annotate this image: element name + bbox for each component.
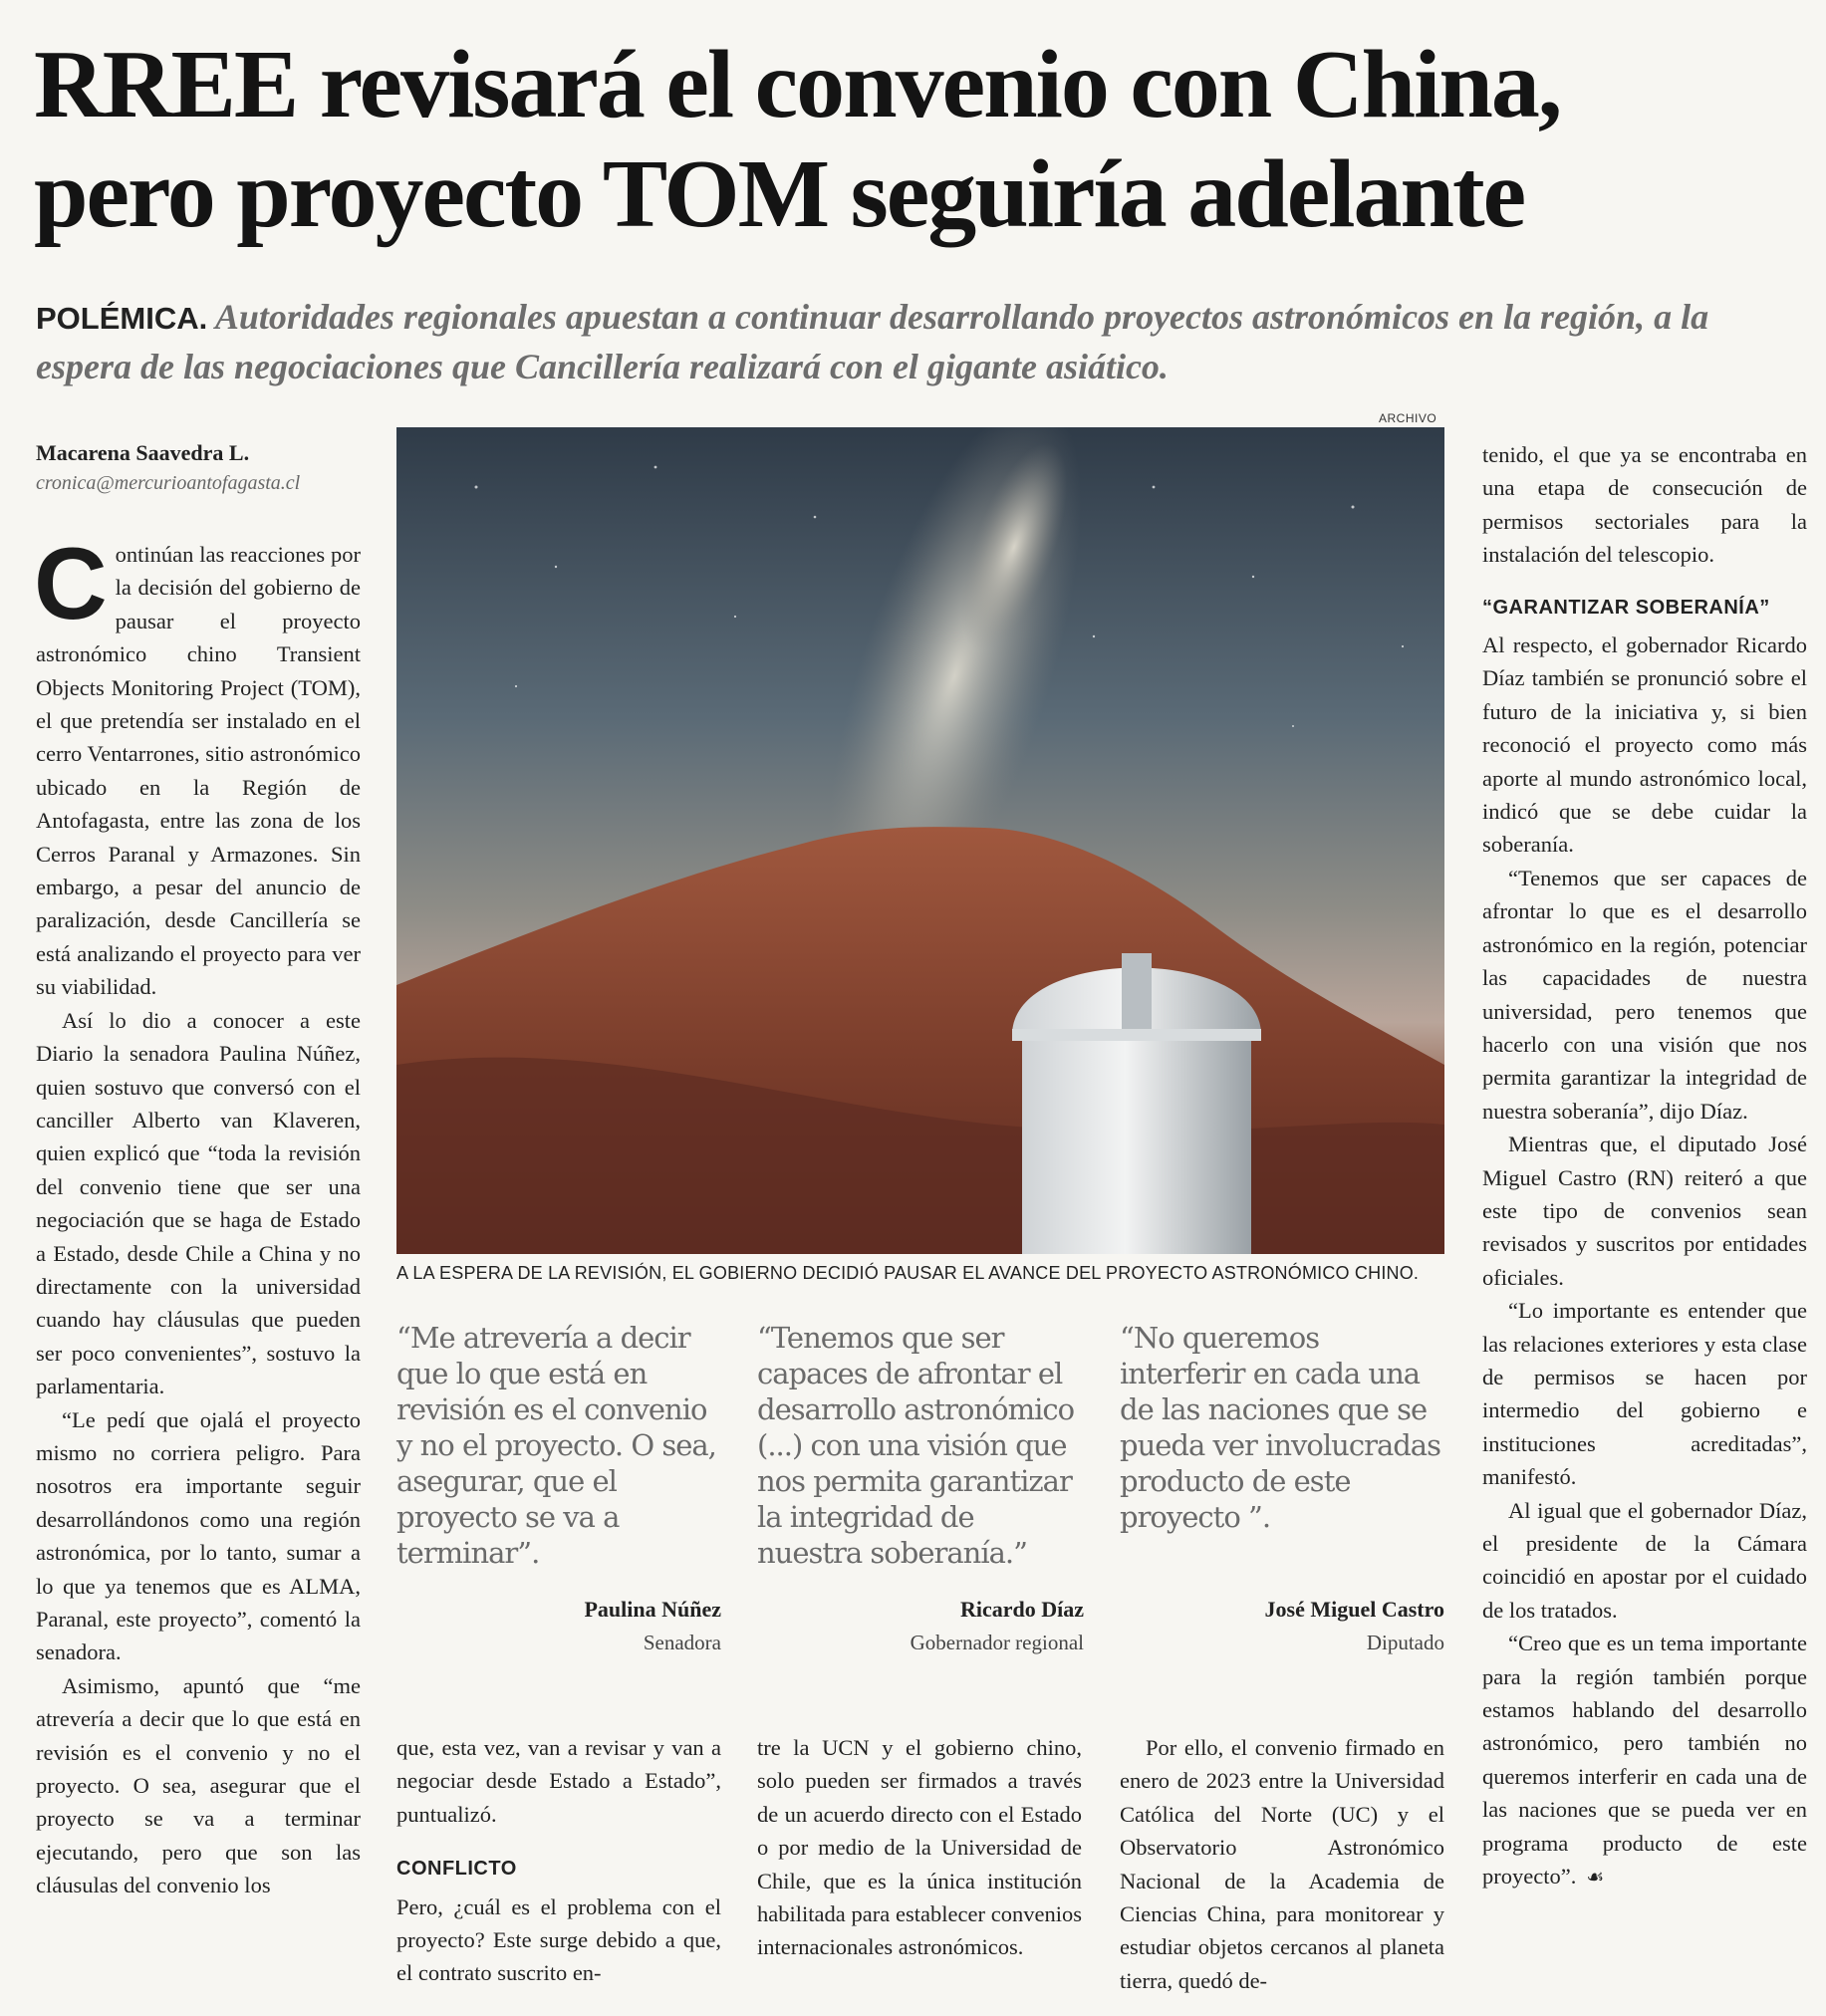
deck-text: Autoridades regionales apuestan a continuar desarrollando proyectos astronómicos en la región, a la espera de las negociaciones que Cancillería realizará con el gigante asiático. [36,297,1709,386]
paragraph: “Tenemos que ser capaces de afrontar lo que es el desarrollo astronómico en la región, potenciar las capacidades de nuestra universidad, pero tenemos que hacerlo con una visión que nos permita garantizar la integridad de nuestra soberanía”, dijo Díaz. [1482,865,1807,1124]
paragraph: tenido, el que ya se encontraba en una etapa de consecución de permisos sectoriales para la instalación del telescopio. [1482,442,1807,568]
deck-kicker: POLÉMICA. [36,301,208,336]
drop-cap: C [34,527,108,640]
column-4 [1482,438,1807,1893]
paragraph [1482,1627,1807,1893]
headline [34,30,1797,249]
photo-caption: A LA ESPERA DE LA REVISIÓN, EL GOBIERNO DECIDIÓ PAUSAR EL AVANCE DEL PROYECTO ASTRONÓMICO CHINO. [396,1263,1420,1283]
column-3 [757,1731,1082,1964]
observatory-photo [396,427,1444,1254]
author-name: Macarena Saavedra L. [36,440,250,465]
author-email[interactable]: cronica@mercurioantofagasta.cl [36,472,301,494]
paragraph-text: “Creo que es un tema importante para la región también porque estamos hablando del desarrollo astronómico, pero también no queremos interferir en cada una de las naciones que se pueda ver en programa producto de este proyecto”. [1482,1631,1807,1890]
paragraph: que, esta vez, van a revisar y van a negociar desde Estado a Estado”, puntualizó. [396,1735,721,1827]
paragraph: Así lo dio a conocer a este Diario la senadora Paulina Núñez, quien sostuvo que conversó con el canciller Alberto van Klaveren, quien explicó que “toda la revisión del convenio tiene que ser una negociación que se haga de Estado a Estado, desde Chile a China y no directamente con la universidad cuando hay cláusulas que pueden ser poco convenientes”, sostuvo la parlamentaria. [36,1007,361,1399]
deck [36,293,1789,390]
quote-author-role: Senadora [643,1631,721,1654]
paragraph-text: ontinúan las reacciones por la decisión del gobierno de pausar el proyecto astronómico chino Transient Objects Monitoring Project (TOM), el que pretendía ser instalado en el cerro Ventarrones, sitio astronómico ubicado en la Región de Antofagasta, entre las zona de los Cerros Paranal y Armazones. Sin embargo, a pesar del anuncio de paralización, desde Cancillería se está analizando el proyecto para ver su viabilidad. [36,542,361,1000]
section-subhead: CONFLICTO [396,1858,517,1881]
paragraph: “Le pedí que ojalá el proyecto mismo no corriera peligro. Para nosotros era importante seguir desarrollándonos como una región astronómica, por lo tanto, sumar a lo que ya tenemos que es ALMA, Paranal, este proyecto”, comentó la senadora. [36,1406,361,1665]
quote-author-name: Ricardo Díaz [959,1597,1084,1622]
quote-author-role: Diputado [1366,1631,1444,1654]
paragraph: Pero, ¿cuál es el problema con el proyecto? Este surge debido a que, el contrato suscrito en- [396,1893,721,1986]
paragraph: Mientras que, el diputado José Miguel Castro (RN) reiteró a que este tipo de convenios sean revisados y suscritos por entidades oficiales. [1482,1132,1807,1290]
quote-author-name: Paulina Núñez [584,1597,721,1622]
paragraph: Asimismo, apuntó que “me atrevería a decir que lo que está en revisión es el convenio y no el proyecto. O sea, asegurar que el proyecto se va a terminar ejecutando, pero que son las cláusulas del convenio los [36,1672,361,1898]
pull-quote: “Me atrevería a decir que lo que está en revisión es el convenio y no el proyecto. O sea, asegurar, que el proyecto se va a terminar”. [396,1321,716,1570]
column-3b [1120,1731,1444,1997]
column-2 [396,1731,721,1990]
section-subhead: “GARANTIZAR SOBERANÍA” [1482,596,1770,619]
quote-author-role: Gobernador regional [910,1631,1084,1654]
pull-quote: “Tenemos que ser capaces de afrontar el desarrollo astronómico (...) con una visión que nos permita garantizar la integridad de nuestra soberanía.” [757,1321,1075,1570]
end-mark-icon: ☙ [1586,1865,1605,1890]
paragraph: tre la UCN y el gobierno chino, solo pueden ser firmados a través de un acuerdo directo con el Estado o por medio de la Universidad de Chile, que es la única institución habilitada para establecer convenios internacionales astronómicos. [757,1735,1082,1960]
paragraph: “Lo importante es entender que las relaciones exteriores y esta clase de permisos se hacen por intermedio del gobierno e instituciones acreditadas”, manifestó. [1482,1298,1807,1490]
quote-author-name: José Miguel Castro [1264,1597,1444,1622]
photo-credit: ARCHIVO [1379,411,1437,425]
observatory-photo-illustration [396,427,1444,1254]
paragraph: Por ello, el convenio firmado en enero de 2023 entre la Universidad Católica del Norte (UC) y el Observatorio Astronómico Nacional de la Academia de Ciencias China, para monitorear y estudiar objetos cercanos al planeta tierra, quedó de- [1120,1735,1444,1993]
pull-quote: “No queremos interferir en cada una de las naciones que se pueda ver involucradas producto de este proyecto ”. [1120,1321,1440,1534]
paragraph [34,527,361,1004]
column-1 [36,438,361,1902]
headline-line-2: pero proyecto TOM seguiría adelante [34,140,1525,248]
paragraph: Al respecto, el gobernador Ricardo Díaz también se pronunció sobre el futuro de la iniciativa y, si bien reconoció el proyecto como más aporte al mundo astronómico local, indicó que se debe cuidar la soberanía. [1482,632,1807,858]
headline-line-1: RREE revisará el convenio con China, [34,31,1561,138]
paragraph: Al igual que el gobernador Díaz, el presidente de la Cámara coincidió en apostar por el cuidado de los tratados. [1482,1497,1807,1623]
